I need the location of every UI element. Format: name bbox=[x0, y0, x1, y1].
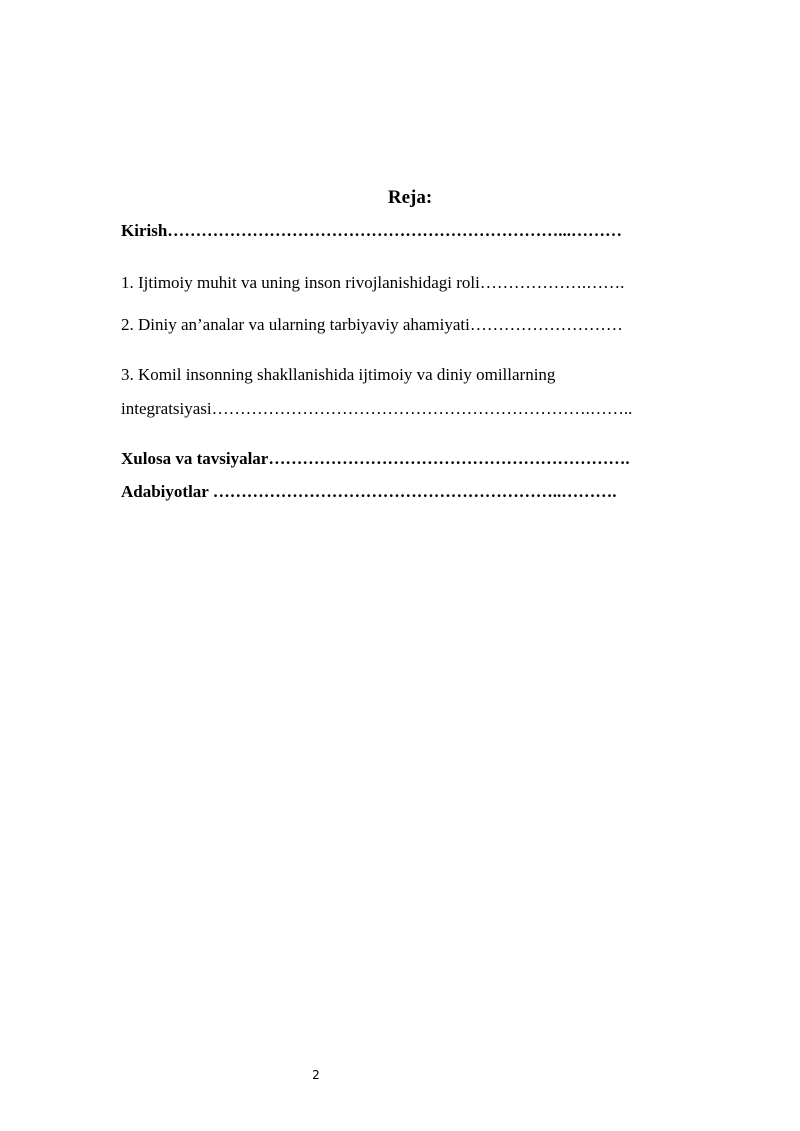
toc-entry-2: 2. Diniy an’analar va ularning tarbiyaviy ahamiyati……………………… bbox=[121, 315, 623, 334]
toc-entry-1: 1. Ijtimoiy muhit va uning inson rivojlanishidagi roli……………….……. bbox=[121, 273, 625, 292]
page-number: 2 bbox=[312, 1068, 320, 1082]
toc-entry-3-line-1: 3. Komil insonning shakllanishida ijtimoiy va diniy omillarning bbox=[121, 365, 556, 384]
page-title: Reja: bbox=[387, 187, 433, 208]
toc-entry-adabiyotlar: Adabiyotlar ……………………………………………………..………. bbox=[121, 482, 617, 501]
toc-entry-3-line-2: integratsiyasi………………………………………………………….…….. bbox=[121, 399, 633, 418]
toc-entry-xulosa: Xulosa va tavsiyalar………………………………………………………. bbox=[121, 449, 630, 468]
toc-entry-kirish: Kirish……………………………………………………………...……… bbox=[121, 221, 623, 240]
